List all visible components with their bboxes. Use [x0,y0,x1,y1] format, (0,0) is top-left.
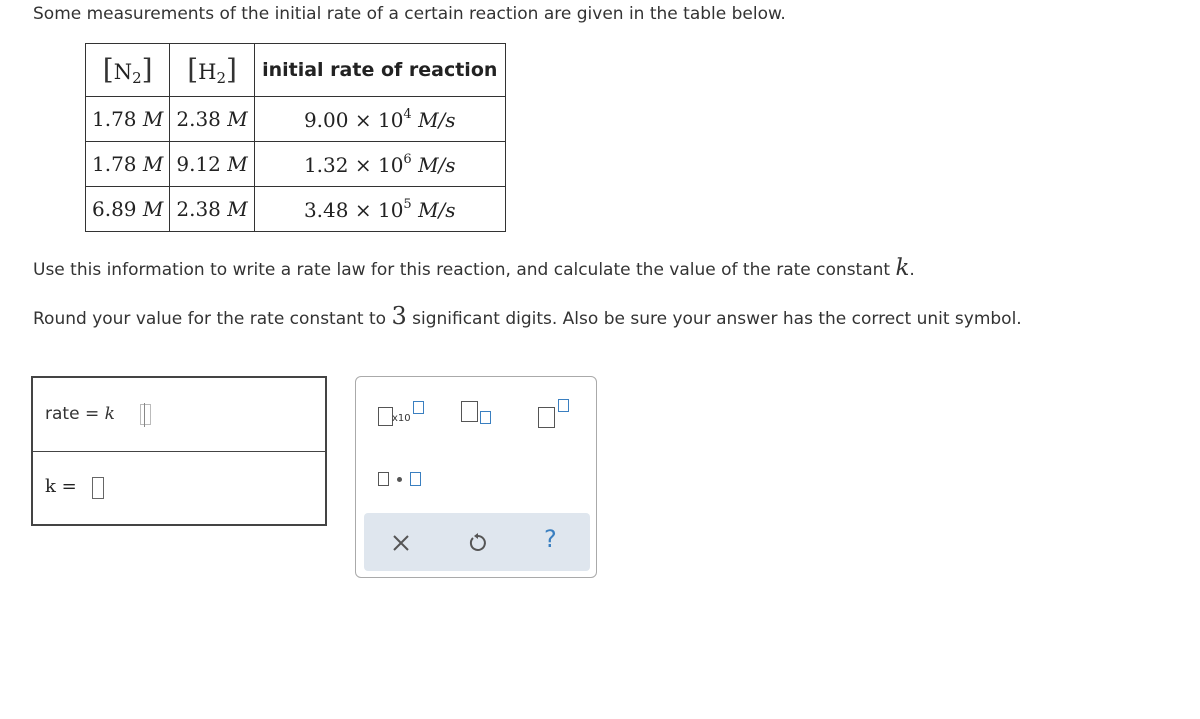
cell-h2: 9.12 M [170,142,254,187]
action-bar [364,513,590,571]
table-header-row [86,44,506,97]
cell-rate: $9.00 \times 10^4$ M/s [254,97,505,142]
superscript-square-icon [558,399,569,412]
square-icon [461,401,478,422]
square-icon [378,472,389,486]
cell-h2: 2.38 M [170,187,254,232]
square-icon [410,472,421,486]
problem-intro: Some measurements of the initial rate of a certain reaction are given in the table below. [33,4,786,24]
cell-n2: 1.78 M [86,97,170,142]
cell-rate: $3.48 \times 10^5$ M/s [254,187,505,232]
scientific-notation-button[interactable] [378,399,438,429]
rate-law-label: rate = k [45,404,115,424]
instruction-rounding: Round your value for the rate constant to 3 significant digits. Also be sure your answer has the correct unit symbol. [33,302,1022,330]
subscript-square-icon [480,411,491,424]
rate-constant-label: k = [45,476,77,497]
undo-icon[interactable] [466,531,490,555]
table-row [86,187,506,232]
cell-rate: $1.32 \times 10^6$ M/s [254,142,505,187]
header-initial-rate: initial rate of reaction [254,44,505,97]
table-row [86,97,506,142]
instruction-rate-law: Use this information to write a rate law for this reaction, and calculate the value of the rate constant k. [33,255,915,281]
dot-icon [397,477,402,482]
header-h2-concentration: $[H_2]$ [170,44,254,97]
text-cursor [144,403,145,427]
math-toolbox [355,376,597,578]
superscript-button[interactable] [538,399,578,429]
rate-data-table [85,43,506,232]
header-n2-concentration: $[N_2]$ [86,44,170,97]
square-icon [378,407,393,426]
subscript-button[interactable] [461,399,501,429]
exponent-square-icon [413,401,424,414]
answer-box [31,376,327,526]
multiply-dot-button[interactable] [378,469,428,493]
square-icon [538,407,555,428]
x10-label: x10 [392,413,411,424]
rate-constant-row[interactable] [33,452,325,526]
rate-law-row[interactable] [33,378,325,452]
rate-law-input[interactable] [140,404,151,425]
cell-n2: 6.89 M [86,187,170,232]
help-icon[interactable]: ? [544,525,557,553]
cell-h2: 2.38 M [170,97,254,142]
clear-icon[interactable] [389,531,413,555]
rate-constant-input[interactable] [92,477,104,499]
cell-n2: 1.78 M [86,142,170,187]
table-row [86,142,506,187]
